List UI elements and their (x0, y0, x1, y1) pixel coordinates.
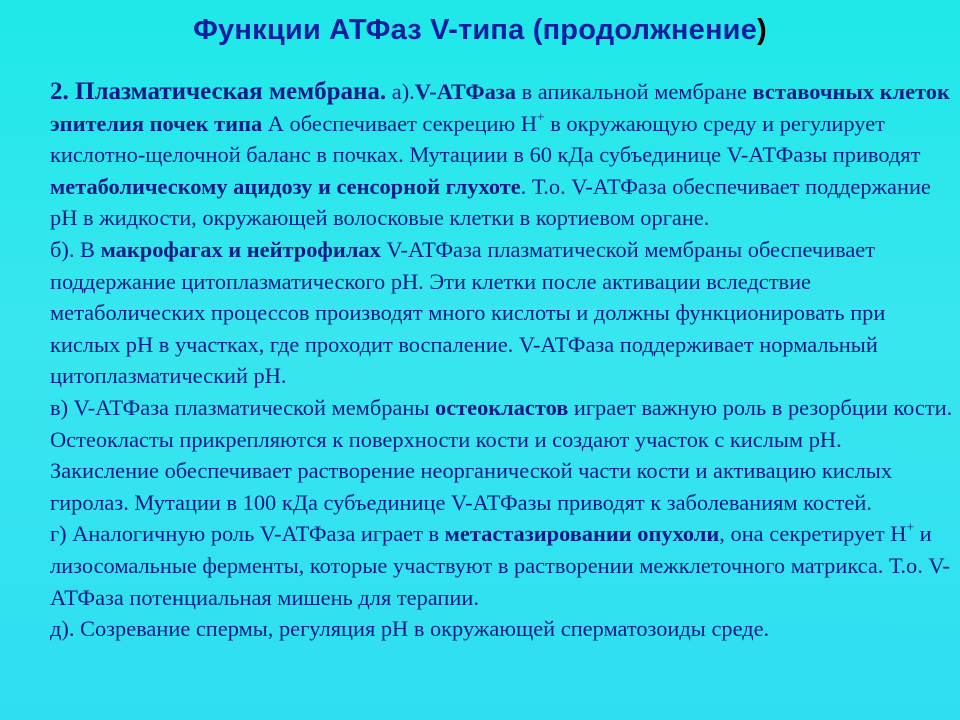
d-text-2: и лизосомальные ферменты, которые участвуют в растворении межклеточного матрикса. Т.о. V-АТФаза потенциальная мишень для терапии. (50, 521, 950, 610)
d-bold-metastasis: метастазировании опухоли (444, 521, 720, 547)
a-bold-acidosis: метаболическому ацидозу и сенсорной глухоте (50, 173, 521, 199)
slide-body (50, 76, 955, 645)
a-bold-cells: вставочных клеток эпителия почек типа (50, 79, 950, 136)
a-bold-vatpase: V-АТФаза (414, 79, 516, 104)
c-prefix: в) V-АТФаза плазматической мембраны (50, 394, 435, 420)
a-text-3: в окружающую среду и регулирует кислотно-щелочной баланс в почках. Мутациии в 60 кДа субъединице V-АТФазы приводят (50, 110, 921, 168)
d-prefix: г) Аналогичную роль V-АТФаза играет в (50, 521, 445, 547)
paragraph-a (50, 76, 955, 234)
b-bold-macrophages: макрофагах и нейтрофилах (100, 236, 381, 262)
b-text: V-АТФаза плазматической мембраны обеспечивает поддержание цитоплазматического рН. Эти клетки после активации вследствие метаболических процессов производят много кислоты и должны функционировать при кислых рН в участках, где проходит воспаление. V-АТФаза поддерживает нормальный цитоплазматический рН. (50, 236, 886, 389)
c-text: играет важную роль в резорбции кости. Остеокласты прикрепляются к поверхности кости и создают участок с кислым рН. Закисление обеспечивает растворение неорганической части кости и активацию кислых гиролаз. Мутации в 100 кДа субъединице V-АТФазы приводят к заболеваниям костей. (50, 394, 953, 515)
paragraph-b (50, 234, 955, 392)
a-text-2: А обеспечивает секрецию Н (262, 110, 538, 136)
section-lead: 2. Плазматическая мембрана. (50, 78, 387, 105)
paragraph-c (50, 392, 955, 518)
a-superscript-plus: + (537, 109, 545, 125)
a-text-1: в апикальной мембране (516, 79, 753, 104)
slide-title (0, 14, 960, 47)
paragraph-d (50, 518, 955, 613)
a-prefix: а). (386, 79, 415, 104)
slide-title-close-paren: ) (757, 14, 767, 46)
c-bold-osteoclasts: остеокластов (435, 394, 569, 420)
e-text: д). Созревание спермы, регуляция рН в окружающей сперматозоиды среде. (50, 616, 770, 642)
a-text-4: . Т.о. V-АТФаза обеспечивает поддержание рН в жидкости, окружающей волосковые клетки в кортиевом органе. (50, 173, 931, 231)
paragraph-e (50, 613, 955, 645)
slide-title-main: Функции АТФаз V-типа (продолжнение (193, 14, 758, 46)
d-superscript-plus: + (906, 519, 915, 535)
d-text-1: , она секретирует Н (719, 521, 907, 547)
b-prefix: б). В (50, 236, 101, 262)
